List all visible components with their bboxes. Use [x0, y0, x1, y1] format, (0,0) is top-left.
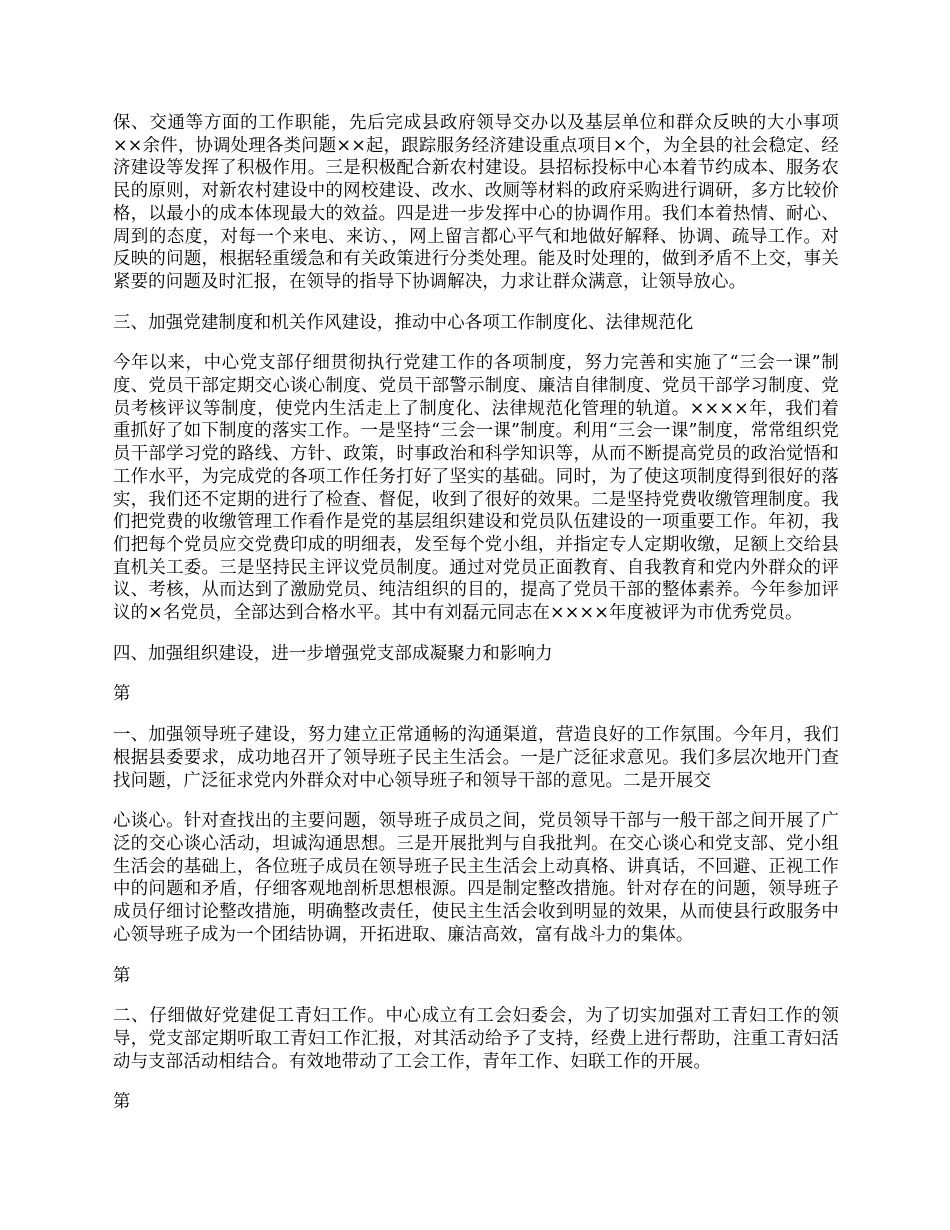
document-page — [113, 112, 839, 1114]
page-marker: 第 — [113, 965, 131, 986]
body-paragraph: 今年以来，中心党支部仔细贯彻执行党建工作的各项制度，努力完善和实施了“三会一课”制度、党员干部定期交心谈心制度、党员干部警示制度、廉洁自律制度、党员干部学习制度、党员考核评议等制度，使党内生活走上了制度化、法律规范化管理的轨道。××××年，我们着重抓好了如下制度的落实工作。一是坚持“三会一课”制度。利用“三会一课”制度，常常组织党员干部学习党的路线、方针、政策，时事政治和科学知识等，从而不断提高党员的政治觉悟和工作水平，为完成党的各项工作任务打好了坚实的基础。同时，为了使这项制度得到很好的落实，我们还不定期的进行了检查、督促，收到了很好的效果。二是坚持党费收缴管理制度。我们把党费的收缴管理工作看作是党的基层组织建设和党员队伍建设的一项重要工作。年初，我们把每个党员应交党费印成的明细表，发至每个党小组，并指定专人定期收缴，足额上交给县直机关工委。三是坚持民主评议党员制度。通过对党员正面教育、自我教育和党内外群众的评议、考核，从而达到了激励党员、纯洁组织的目的，提高了党员干部的整体素养。今年参加评议的×名党员，全部达到合格水平。其中有刘磊元同志在××××年度被评为市优秀党员。 — [113, 353, 839, 624]
body-paragraph: 保、交通等方面的工作职能，先后完成县政府领导交办以及基层单位和群众反映的大小事项××余件，协调处理各类问题××起，跟踪服务经济建设重点项目×个，为全县的社会稳定、经济建设等发挥了积极作用。三是积极配合新农村建设。县招标投标中心本着节约成本、服务农民的原则，对新农村建设中的网校建设、改水、改厕等材料的政府采购进行调研，多方比较价格，以最小的成本体现最大的效益。四是进一步发挥中心的协调作用。我们本着热情、耐心、周到的态度，对每一个来电、来访、，网上留言都心平气和地做好解释、协调、疏导工作。对反映的问题，根据轻重缓急和有关政策进行分类处理。能及时处理的，做到矛盾不上交，事关紧要的问题及时汇报，在领导的指导下协调解决，力求让群众满意，让领导放心。 — [113, 113, 839, 292]
section-heading: 三、加强党建制度和机关作风建设，推动中心各项工作制度化、法律规范化 — [113, 312, 694, 333]
body-paragraph: 二、仔细做好党建促工青妇工作。中心成立有工会妇委会，为了切实加强对工青妇工作的领导，党支部定期听取工青妇工作汇报，对其活动给予了支持，经费上进行帮助，注重工青妇活动与支部活动相结合。有效地带动了工会工作，青年工作、妇联工作的开展。 — [113, 1006, 839, 1072]
body-paragraph: 一、加强领导班子建设，努力建立正常通畅的沟通渠道，营造良好的工作氛围。今年月，我们根据县委要求，成功地召开了领导班子民主生活会。一是广泛征求意见。我们多层次地开门查找问题，广泛征求党内外群众对中心领导班子和领导干部的意见。二是开展交 — [113, 725, 839, 791]
page-marker: 第 — [113, 1092, 131, 1113]
body-paragraph: 心谈心。针对查找出的主要问题，领导班子成员之间，党员领导干部与一般干部之间开展了广泛的交心谈心活动，坦诚沟通思想。三是开展批判与自我批判。在交心谈心和党支部、党小组生活会的基础上，各位班子成员在领导班子民主生活会上动真格、讲真话，不回避、正视工作中的问题和矛盾，仔细客观地剖析思想根源。四是制定整改措施。针对存在的问题，领导班子成员仔细讨论整改措施，明确整改责任，使民主生活会收到明显的效果，从而使县行政服务中心领导班子成为一个团结协调，开拓进取、廉洁高效，富有战斗力的集体。 — [113, 811, 839, 945]
page-marker: 第 — [113, 684, 131, 705]
section-heading: 四、加强组织建设，进一步增强党支部成凝聚力和影响力 — [113, 643, 553, 664]
